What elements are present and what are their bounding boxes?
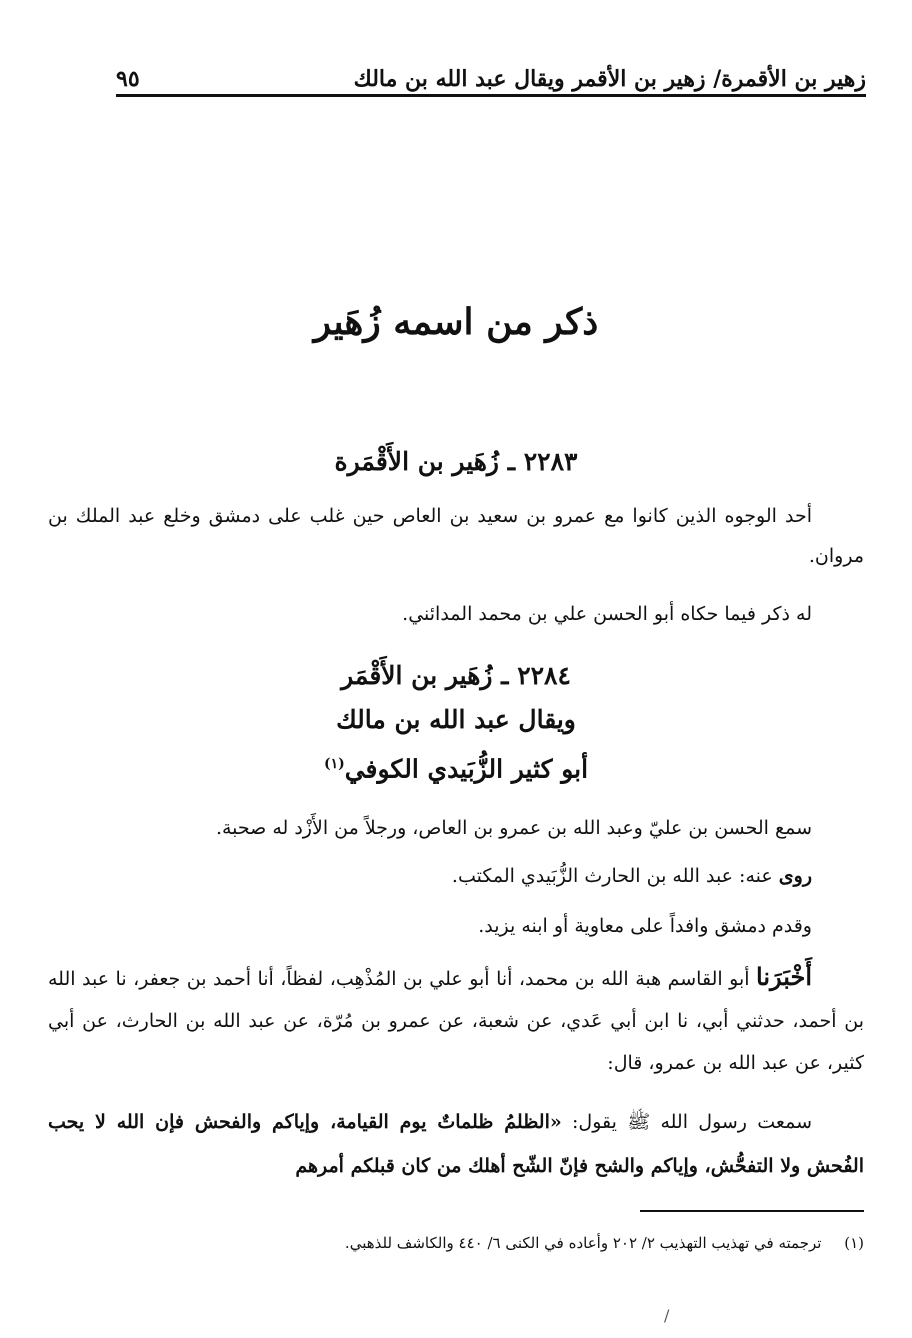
entry-2283-note: له ذكر فيما حكاه أبو الحسن علي بن محمد المدائني. xyxy=(402,603,812,625)
entry-2284-teachers: سمع الحسن بن عليّ وعبد الله بن عمرو بن العاص، ورجلاً من الأَزْد له صحبة. xyxy=(215,817,812,839)
footnote xyxy=(48,1228,864,1258)
akhbarana-lead-word: أَخْبَرَنا xyxy=(756,962,813,991)
entry-heading-2284-line1: ٢٢٨٤ ـ زُهَير بن الأَقْمَر xyxy=(341,661,571,690)
running-header xyxy=(116,56,866,92)
footnote-rule xyxy=(640,1210,864,1212)
hadith-intro: سمعت رسول الله ﷺ يقول: xyxy=(561,1111,812,1133)
stray-mark: / xyxy=(664,1306,670,1325)
footnote-text: ترجمته في تهذيب التهذيب ٢/ ٢٠٢ وأعاده في الكنى ٦/ ٤٤٠ والكاشف للذهبي. xyxy=(344,1234,822,1252)
entry-heading-2284-line2: ويقال عبد الله بن مالك xyxy=(336,705,576,734)
rawa-text: عنه: عبد الله بن الحارث الزُّبَيدي المكتب. xyxy=(451,865,773,887)
hadith-text: «الظلمُ ظلماتٌ يوم القيامة، وإياكم والفحش فإن الله لا يحب الفُحش ولا التفحُّش، وإياكم والشح فإنّ الشّح أهلك من كان قبلكم أمرهم xyxy=(48,1111,864,1177)
footnote-reference: (١) xyxy=(323,756,345,772)
header-rule xyxy=(116,94,866,97)
section-title: ذكر من اسمه زُهَير xyxy=(313,301,599,343)
entry-2284-isnad xyxy=(48,956,864,1084)
entry-heading-2284 xyxy=(60,654,852,791)
rawa-lead-word: روى xyxy=(778,865,812,887)
entry-2284-hadith xyxy=(48,1100,864,1188)
entry-heading-2284-line3-text: أبو كثير الزُّبَيدي الكوفي xyxy=(344,754,589,784)
footnote-number: (١) xyxy=(844,1234,864,1252)
entry-heading-2283: ٢٢٨٣ ـ زُهَير بن الأَقْمَرة xyxy=(334,447,578,476)
isnad-text: أبو القاسم هبة الله بن محمد، أنا أبو علي بن المُذْهِب، لفظاً، أنا أحمد بن جعفر، نا عبد الله بن أحمد، حدثني أبي، نا ابن أبي عَدي، عن شعبة، عن عمرو بن مُرّة، عن عبد الله بن الحارث، عن أبي كثير، عن عبد الله بن عمرو، قال: xyxy=(48,968,864,1074)
entry-2284-students xyxy=(48,856,864,896)
page-number: ٩٥ xyxy=(116,66,140,92)
running-title: زهير بن الأقمرة/ زهير بن الأقمر ويقال عبد الله بن مالك xyxy=(353,66,866,92)
entry-heading-2284-line3 xyxy=(60,742,852,791)
entry-2284-visit: وقدم دمشق وافداً على معاوية أو ابنه يزيد. xyxy=(478,915,812,937)
entry-2283-description: أحد الوجوه الذين كانوا مع عمرو بن سعيد بن العاص حين غلب على دمشق وخلع عبد الملك بن مروان. xyxy=(48,505,864,567)
